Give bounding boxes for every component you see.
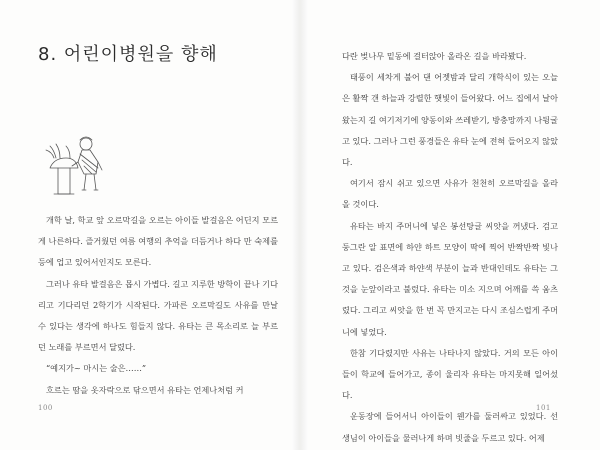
paragraph: 그러나 유타 발걸음은 몹시 가볍다. 길고 지루한 방학이 끝나 기다리고 기다리던 2학기가 시작된다. 가파른 오르막길도 사유를 만날 수 있다는 생각에 하나도 힘들지 않다. 유타는 큰 목소리로 늘 부르던 노래를 부르면서 달렸다. (38, 278, 278, 353)
paragraph: 운동장에 들어서니 아이들이 웬가를 둘러싸고 있었다. 선생님이 아이들을 물러나게 하며 빗줄을 두르고 있다. 어제 (342, 411, 558, 443)
paragraph: 한참 기다렸지만 사유는 나타나지 않았다. 거의 모든 아이들이 학교에 들어가고, 종이 울리자 유타는 마지못해 일어섰다. (342, 347, 558, 401)
paragraph: 여기서 잠시 쉬고 있으면 사유가 천천히 오르막길을 올라올 것이다. (342, 178, 558, 210)
child-at-fountain-illustration (40, 128, 112, 200)
right-page (300, 0, 600, 450)
paragraph: 유타는 바지 주머니에 넣은 봉선탕글 씨앗을 꺼냈다. 검고 둥그란 알 표면에 하얀 하트 모양이 딱에 찍어 반짝반짝 빛나고 있다. 검은색과 하얀색 부분이 늘과 반대인데도 유타는 그것을 눈앞이라고 불렀다. 유타는 미소 지으며 어깨를 쓱 움츠렸다. 그리고 씨앗을 한 번 꼭 만지고는 다시 조심스럽게 주머니에 넣었다. (342, 220, 558, 337)
paragraph: 흐르는 땀을 옷자락으로 닦으면서 유타는 언제나처럼 커 (46, 384, 244, 395)
right-body-text (342, 46, 558, 449)
chapter-title: 8. 어린이병원을 향해 (38, 44, 218, 65)
paragraph: 다란 벚나무 밑동에 걸터앉아 올라온 길을 바라봤다. (342, 51, 527, 61)
dialogue-line: “예지가~ 마시는 술은……” (46, 363, 147, 374)
page-number: 101 (536, 404, 551, 412)
left-body-text (38, 210, 278, 401)
paragraph: 태풍이 세차게 불어 댄 어젯밤과 달리 개학식이 있는 오늘은 활짝 갠 하늘과 강렬한 햇빛이 들어왔다. 어느 집에서 날아왔는지 길 여기저기에 양동이와 쓰레받기, 방충망까지 나뒹굴고 있다. 그러나 그런 풍경들은 유타 눈에 전혀 들어오지 않았다. (342, 72, 558, 168)
paragraph: 개학 날, 학교 앞 오르막길을 오르는 아이들 발걸음은 어딘지 모르게 나른하다. 즐거웠던 여름 여행의 추억을 더듬거나 하다 만 숙제를 등에 업고 있어서인지도 모른다. (38, 215, 278, 268)
page-number: 100 (38, 404, 53, 412)
